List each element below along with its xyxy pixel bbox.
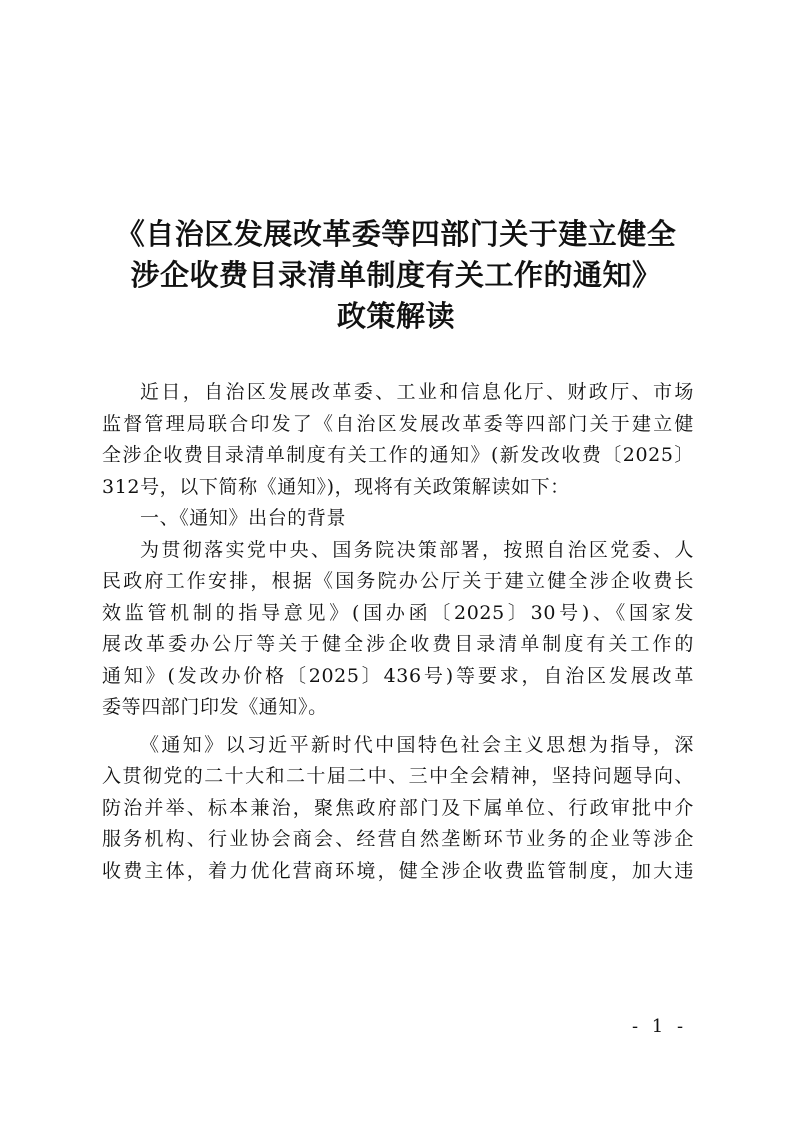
intro-paragraph [102,377,694,503]
background-paragraph [102,535,694,724]
intro-line: 近日，自治区发展改革委、工业和信息化厅、财政厅、市场 [140,381,694,403]
paragraph-line: 收费主体，着力优化营商环境，健全涉企收费监管制度，加大违 [102,859,694,882]
section-heading-background: 一、《通知》出台的背景 [140,507,347,529]
title-line-1: 《自治区发展改革委等四部门关于建立健全 [115,217,677,251]
title-line-3: 政策解读 [336,299,455,333]
paragraph-line: 《通知》以习近平新时代中国特色社会主义思想为指导，深 [140,733,694,756]
document-title [0,214,792,337]
paragraph-line: 服务机构、行业协会商会、经营自然垄断环节业务的企业等涉企 [102,828,694,850]
paragraph-line: 防治并举、标本兼治，聚焦政府部门及下属单位、行政审批中介 [102,796,694,819]
paragraph-line: 民政府工作安排，根据《国务院办公厅关于建立健全涉企收费长 [102,570,694,592]
guidance-paragraph [102,730,694,888]
paragraph-line: 通知》(发改办价格〔2025〕436号)等要求，自治区发展改革 [102,664,694,687]
page-number: - 1 - [632,1016,688,1037]
document-body [102,377,694,887]
paragraph-line: 为贯彻落实党中央、国务院决策部署，按照自治区党委、人 [140,538,694,561]
intro-line: 全涉企收费目录清单制度有关工作的通知》(新发改收费〔2025〕 [102,444,694,466]
intro-line: 312号，以下简称《通知》)，现将有关政策解读如下： [102,475,570,498]
intro-line: 监督管理局联合印发了《自治区发展改革委等四部门关于建立健 [102,412,694,435]
title-line-2: 涉企收费目录清单制度有关工作的通知》 [130,258,662,292]
paragraph-line: 效监管机制的指导意见》(国办函〔2025〕30号)、《国家发 [102,601,694,624]
paragraph-line: 委等四部门印发《通知》。 [102,696,328,718]
paragraph-line: 展改革委办公厅等关于健全涉企收费目录清单制度有关工作的 [102,633,694,655]
paragraph-line: 入贯彻党的二十大和二十届二中、三中全会精神，坚持问题导向、 [102,765,694,787]
